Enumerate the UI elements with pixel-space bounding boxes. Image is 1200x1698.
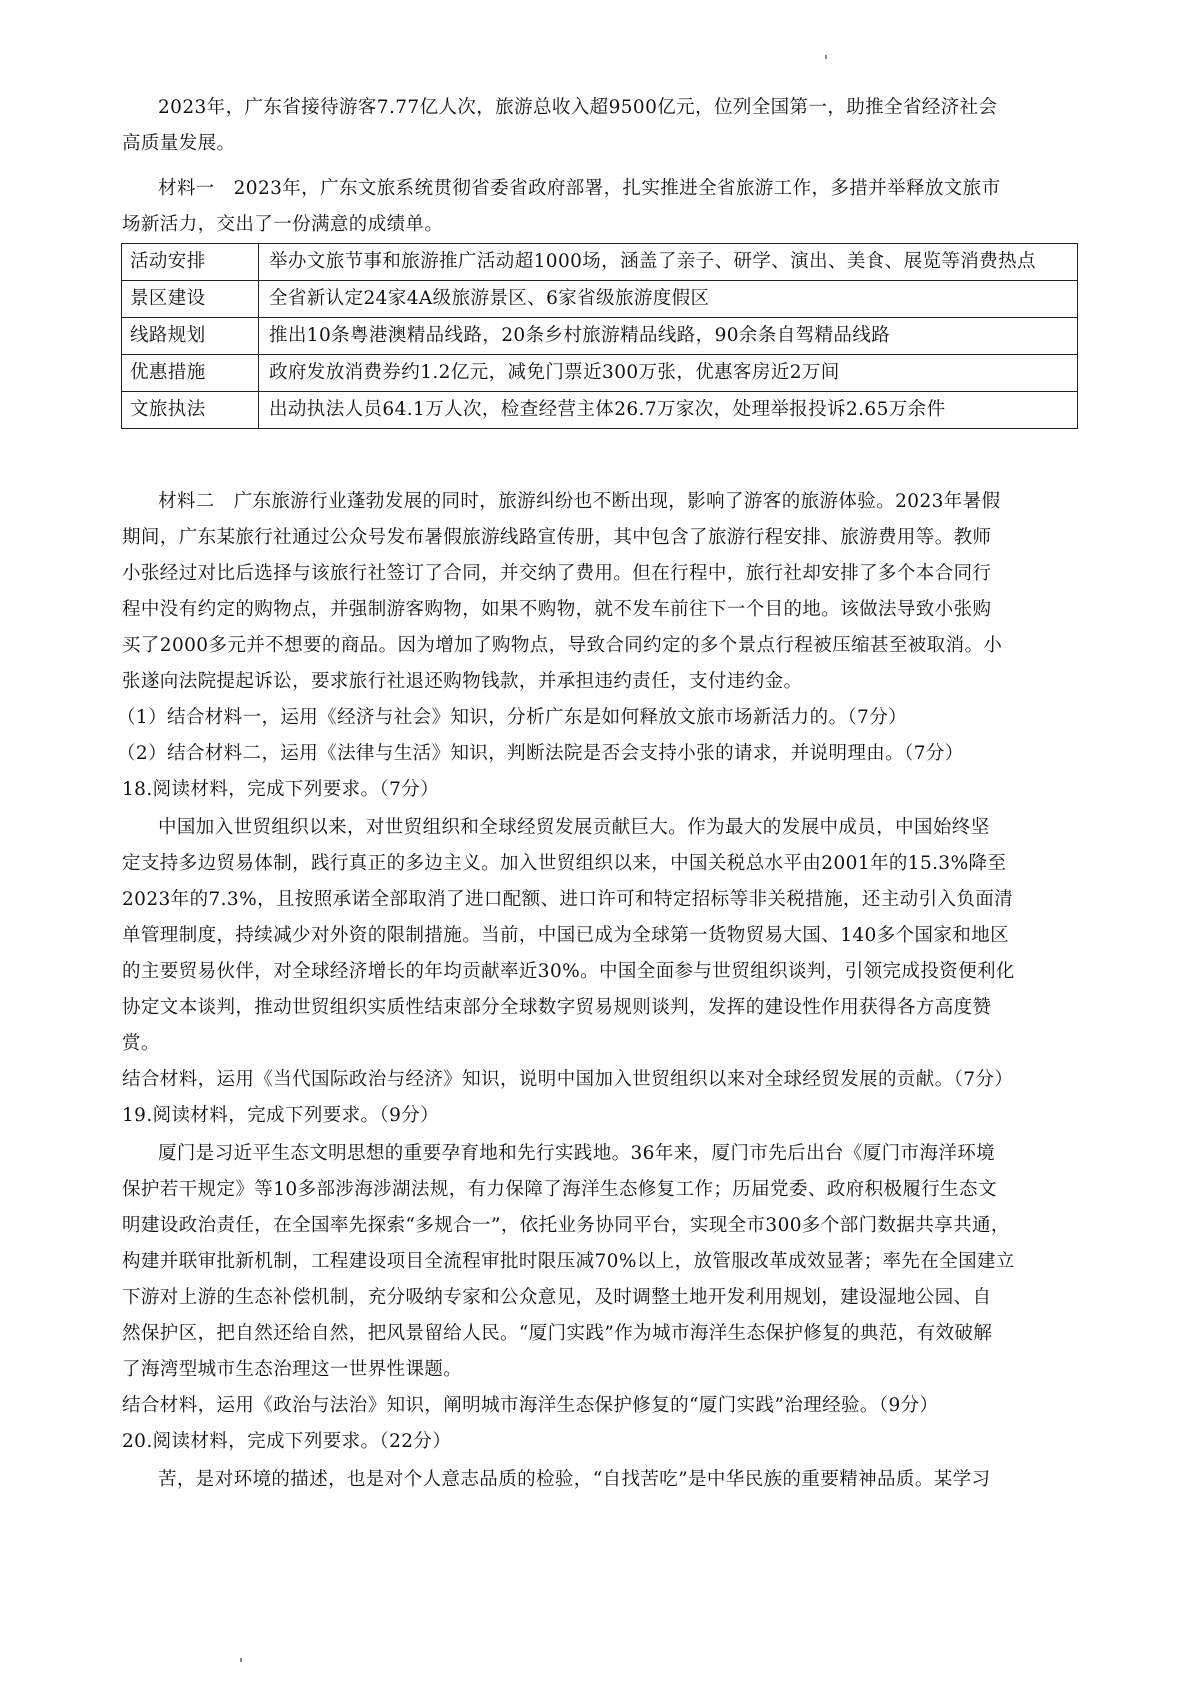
- achievement-table: [121, 243, 1078, 429]
- material1-line: 材料一 2023年，广东文旅系统贯彻省委省政府部署，扎实推进全省旅游工作，多措并举释放文旅市: [158, 178, 1001, 199]
- q18-material-line: 的主要贸易伙伴，对全球经济增长的年均贡献率近30%。中国全面参与世贸组织谈判，引领完成投资便利化: [122, 961, 1015, 982]
- table-row: [122, 281, 1078, 318]
- question-17-1: （1）结合材料一，运用《经济与社会》知识，分析广东是如何释放文旅市场新活力的。（7分）: [117, 707, 907, 728]
- table-row-label: 线路规划: [122, 318, 259, 355]
- intro-line: 高质量发展。: [122, 133, 236, 154]
- material2-line: 程中没有约定的购物点，并强制游客购物，如果不购物，就不发车前往下一个目的地。该做法导致小张购: [122, 599, 992, 620]
- table-row: [122, 318, 1078, 355]
- table-row: [122, 244, 1078, 281]
- q18-material-line: 2023年的7.3%，且按照承诺全部取消了进口配额、进口许可和特定招标等非关税措施，还主动引入负面清: [122, 889, 1014, 910]
- q19-material-line: 了海湾型城市生态治理这一世界性课题。: [122, 1359, 463, 1380]
- question-17-2: （2）结合材料二，运用《法律与生活》知识，判断法院是否会支持小张的请求，并说明理由。（7分）: [117, 743, 964, 764]
- q20-material-line: 苦，是对环境的描述，也是对个人意志品质的检验，“自找苦吃”是中华民族的重要精神品质。某学习: [158, 1469, 991, 1490]
- material2-line: 材料二 广东旅游行业蓬勃发展的同时，旅游纠纷也不断出现，影响了游客的旅游体验。2023年暑假: [158, 491, 1001, 512]
- q18-material-line: 定支持多边贸易体制，践行真正的多边主义。加入世贸组织以来，中国关税总水平由2001年的15.3%降至: [122, 853, 1007, 874]
- question-18-prompt: 结合材料，运用《当代国际政治与经济》知识，说明中国加入世贸组织以来对全球经贸发展的贡献。（7分）: [122, 1069, 1014, 1090]
- table-row-value: 举办文旅节事和旅游推广活动超1000场，涵盖了亲子、研学、演出、美食、展览等消费热点: [259, 244, 1078, 281]
- table-row: [122, 355, 1078, 392]
- table-row-value: 全省新认定24家4A级旅游景区、6家省级旅游度假区: [259, 281, 1078, 318]
- q19-material-line: 构建并联审批新机制，工程建设项目全流程审批时限压减70%以上，放管服改革成效显著；率先在全国建立: [122, 1251, 1015, 1272]
- question-20-heading: 20.阅读材料，完成下列要求。（22分）: [122, 1431, 452, 1452]
- q18-material-line: 中国加入世贸组织以来，对世贸组织和全球经贸发展贡献巨大。作为最大的发展中成员，中国始终坚: [158, 817, 990, 838]
- question-18-heading: 18.阅读材料，完成下列要求。（7分）: [122, 779, 440, 800]
- q19-material-line: 然保护区，把自然还给自然，把风景留给人民。“厦门实践”作为城市海洋生态保护修复的典范，有效破解: [122, 1323, 993, 1344]
- material2-line: 张遂向法院提起诉讼，要求旅行社退还购物钱款，并承担违约责任，支付违约金。: [122, 671, 803, 692]
- material2-line: 买了2000多元并不想要的商品。因为增加了购物点，导致合同约定的多个景点行程被压缩甚至被取消。小: [122, 635, 1003, 656]
- table-row-value: 出动执法人员64.1万人次，检查经营主体26.7万家次，处理举报投诉2.65万余件: [259, 392, 1078, 429]
- table-row: [122, 392, 1078, 429]
- table-row-value: 政府发放消费券约1.2亿元，减免门票近300万张，优惠客房近2万间: [259, 355, 1078, 392]
- q19-material-line: 下游对上游的生态补偿机制，充分吸纳专家和公众意见，及时调整土地开发利用规划，建设湿地公园、自: [122, 1287, 992, 1308]
- q19-material-line: 明建设政治责任，在全国率先探索“多规合一”，依托业务协同平台，实现全市300多个部门数据共享共通，: [122, 1215, 1010, 1236]
- table-row-label: 文旅执法: [122, 392, 259, 429]
- material2-line: 期间，广东某旅行社通过公众号发布暑假旅游线路宣传册，其中包含了旅游行程安排、旅游费用等。教师: [122, 527, 992, 548]
- q18-material-line: 赏。: [122, 1033, 160, 1054]
- table-row-label: 活动安排: [122, 244, 259, 281]
- material1-line: 场新活力，交出了一份满意的成绩单。: [122, 214, 444, 235]
- table-row-label: 优惠措施: [122, 355, 259, 392]
- question-19-prompt: 结合材料，运用《政治与法治》知识，阐明城市海洋生态保护修复的“厦门实践”治理经验。（9分）: [122, 1395, 939, 1416]
- q19-material-line: 保护若干规定》等10多部涉海涉湖法规，有力保障了海洋生态修复工作；历届党委、政府积极履行生态文: [122, 1179, 997, 1200]
- table-row-value: 推出10条粤港澳精品线路，20条乡村旅游精品线路，90余条自驾精品线路: [259, 318, 1078, 355]
- scan-mark: [825, 55, 827, 59]
- table-row-label: 景区建设: [122, 281, 259, 318]
- intro-line: 2023年，广东省接待游客7.77亿人次，旅游总收入超9500亿元，位列全国第一，助推全省经济社会: [158, 97, 998, 118]
- q19-material-line: 厦门是习近平生态文明思想的重要孕育地和先行实践地。36年来，厦门市先后出台《厦门市海洋环境: [158, 1143, 996, 1164]
- q18-material-line: 单管理制度，持续减少对外资的限制措施。当前，中国已成为全球第一货物贸易大国、140多个国家和地区: [122, 925, 1010, 946]
- question-19-heading: 19.阅读材料，完成下列要求。（9分）: [122, 1105, 440, 1126]
- q18-material-line: 协定文本谈判，推动世贸组织实质性结束部分全球数字贸易规则谈判，发挥的建设性作用获得各方高度赞: [122, 997, 992, 1018]
- material2-line: 小张经过对比后选择与该旅行社签订了合同，并交纳了费用。但在行程中，旅行社却安排了多个本合同行: [122, 563, 992, 584]
- scan-mark: [240, 1658, 242, 1662]
